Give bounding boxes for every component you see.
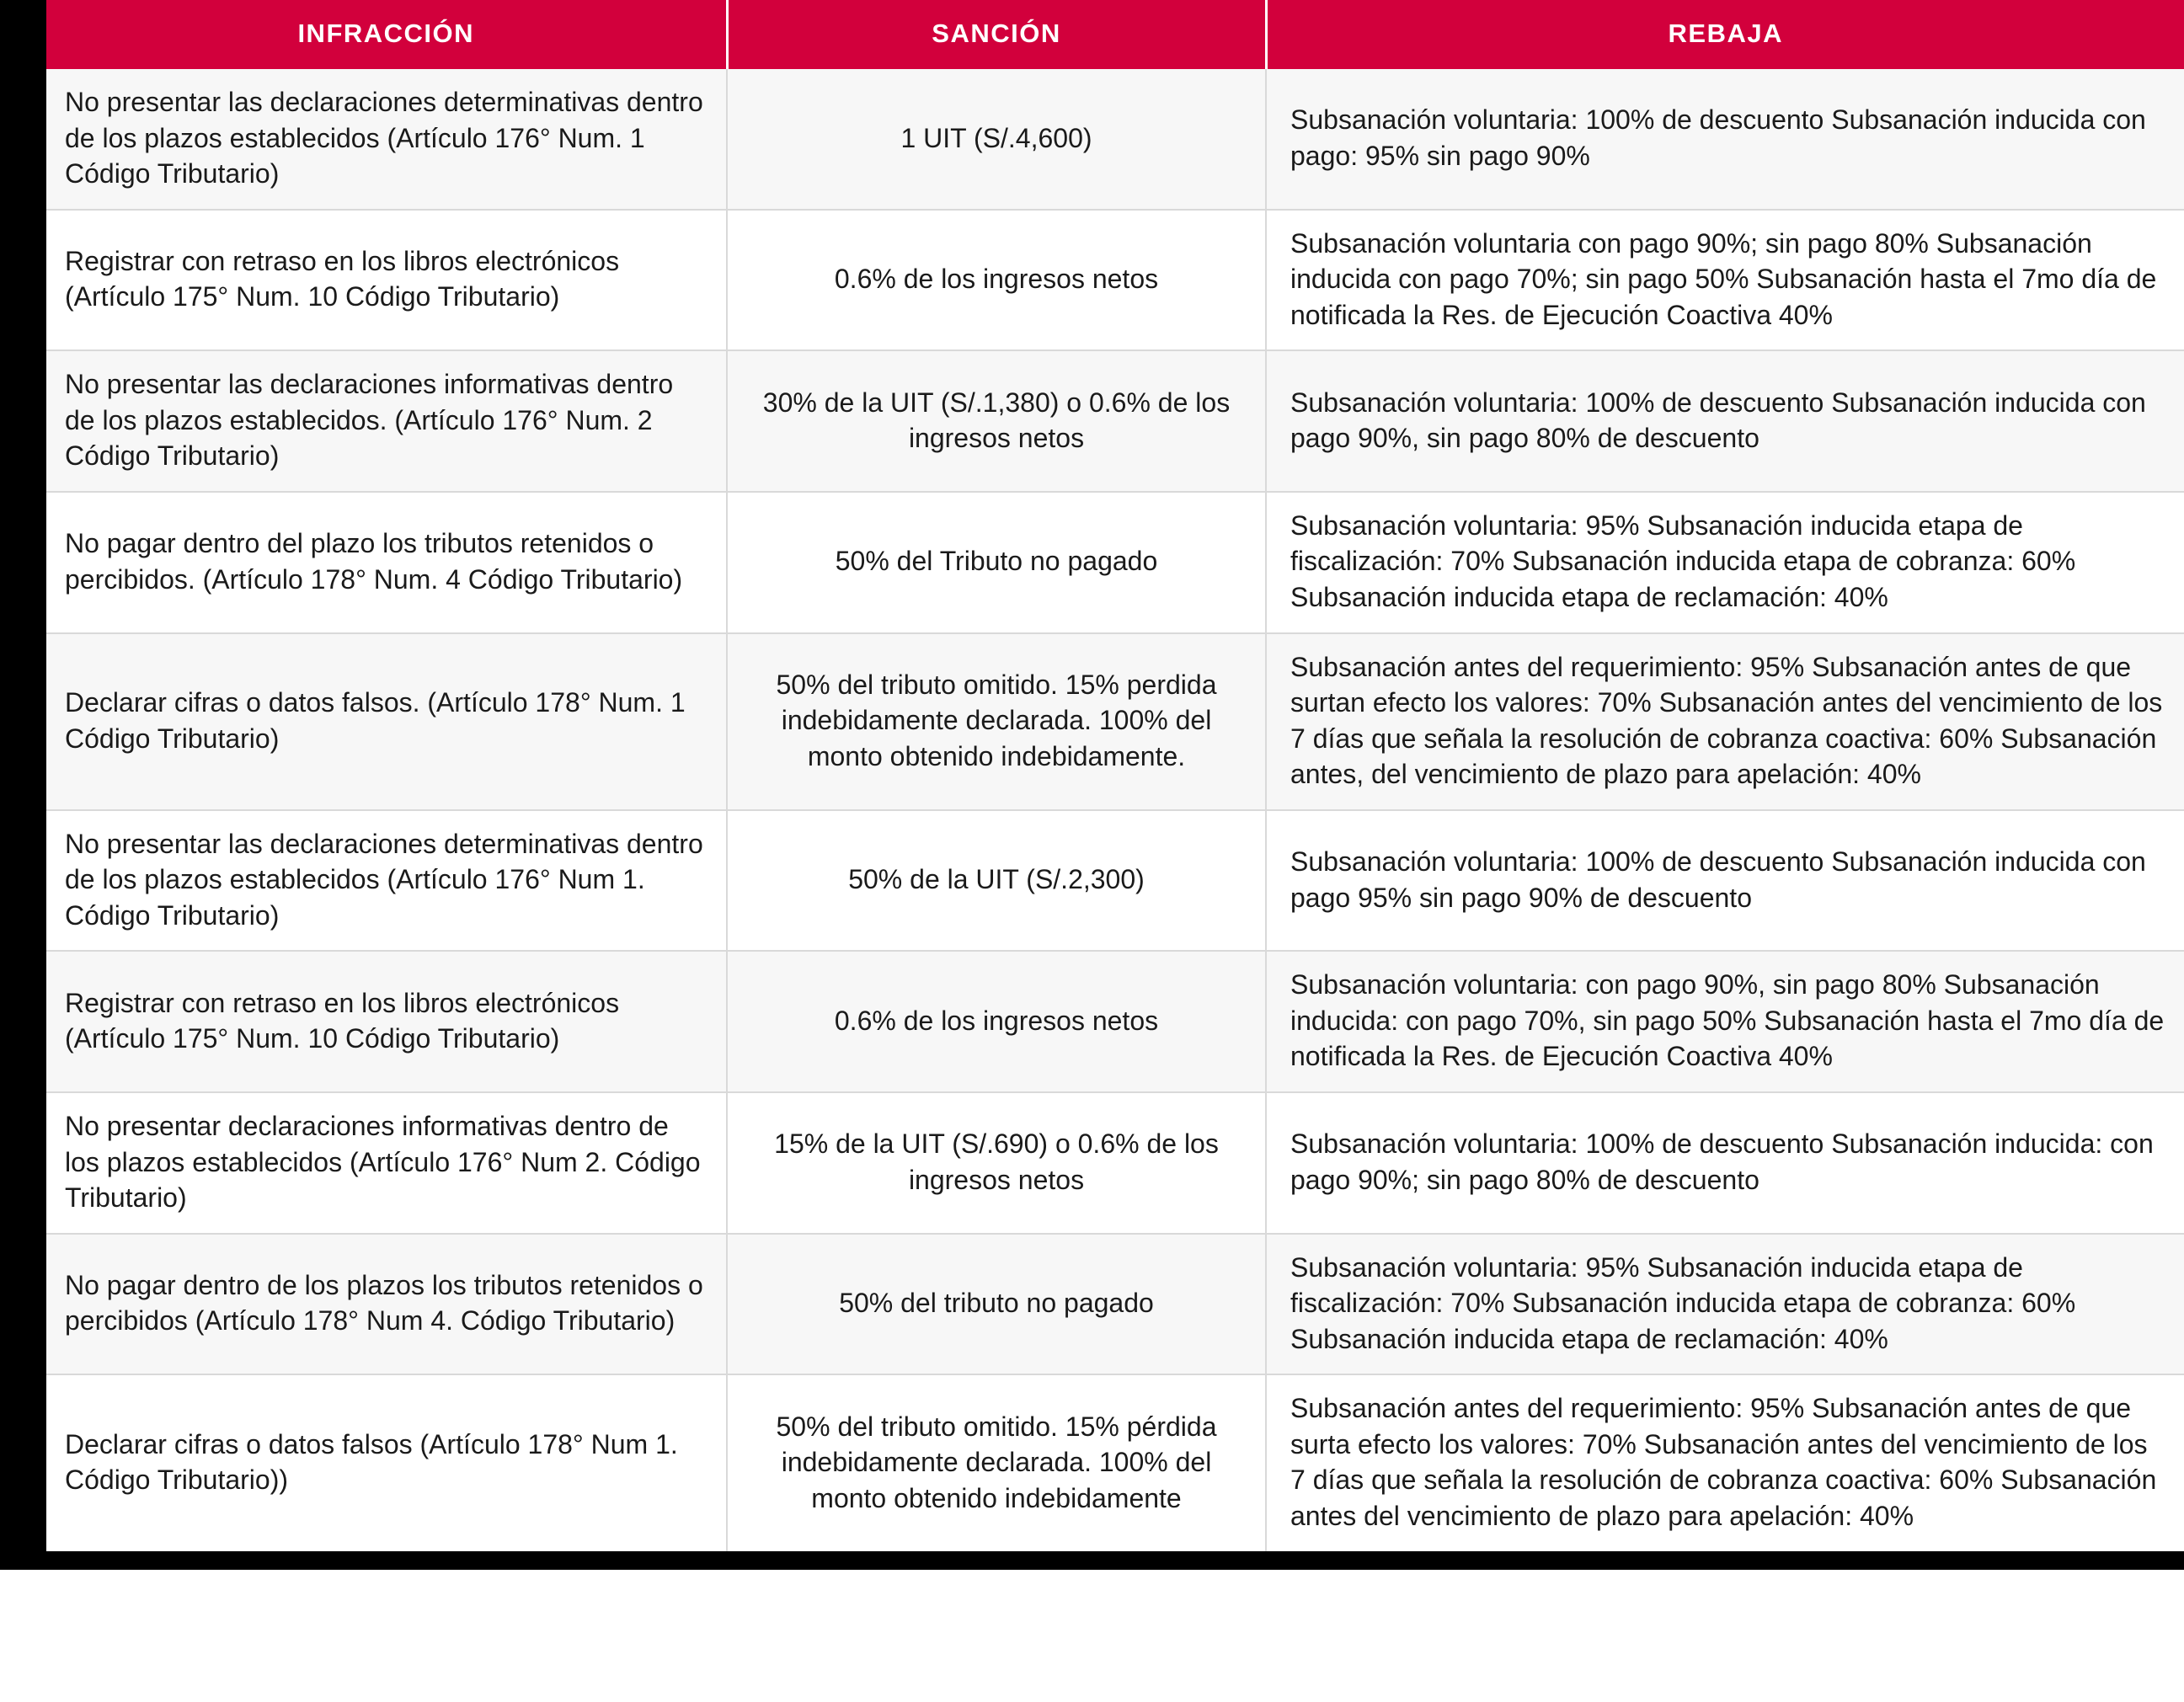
cell-sancion: 50% del tributo omitido. 15% perdida indebidamente declarada. 100% del monto obtenido indebidamente. — [727, 633, 1266, 810]
cell-rebaja: Subsanación voluntaria: 100% de descuento Subsanación inducida con pago 95% sin pago 90% de descuento — [1266, 810, 2184, 952]
bottom-black-bar — [0, 1551, 2184, 1570]
cell-rebaja: Subsanación voluntaria: 100% de descuento Subsanación inducida con pago: 95% sin pago 90% — [1266, 69, 2184, 210]
table-row — [46, 810, 2184, 952]
cell-infraccion: No pagar dentro de los plazos los tributos retenidos o percibidos (Artículo 178° Num 4. Código Tributario) — [46, 1234, 727, 1375]
table-header — [46, 0, 2184, 69]
table-body — [46, 69, 2184, 1551]
cell-infraccion: Declarar cifras o datos falsos (Artículo 178° Num 1. Código Tributario)) — [46, 1374, 727, 1550]
table-row — [46, 951, 2184, 1092]
cell-rebaja: Subsanación voluntaria: 95% Subsanación inducida etapa de fiscalización: 70% Subsanación inducida etapa de cobranza: 60% Subsanación inducida etapa de reclamación: 40% — [1266, 492, 2184, 633]
cell-sancion: 1 UIT (S/.4,600) — [727, 69, 1266, 210]
cell-infraccion: No presentar las declaraciones determinativas dentro de los plazos establecidos (Artículo 176° Num. 1 Código Tributario) — [46, 69, 727, 210]
left-black-bar — [0, 0, 46, 1551]
cell-sancion: 50% del tributo no pagado — [727, 1234, 1266, 1375]
cell-infraccion: No presentar las declaraciones informativas dentro de los plazos establecidos. (Artículo 176° Num. 2 Código Tributario) — [46, 350, 727, 492]
table-row — [46, 69, 2184, 210]
table-row — [46, 1234, 2184, 1375]
table-header-row — [46, 0, 2184, 69]
cell-rebaja: Subsanación voluntaria con pago 90%; sin pago 80% Subsanación inducida con pago 70%; sin pago 50% Subsanación hasta el 7mo día de notificada la Res. de Ejecución Coactiva 40% — [1266, 210, 2184, 351]
cell-rebaja: Subsanación voluntaria: 95% Subsanación inducida etapa de fiscalización: 70% Subsanación inducida etapa de cobranza: 60% Subsanación inducida etapa de reclamación: 40% — [1266, 1234, 2184, 1375]
cell-sancion: 50% del Tributo no pagado — [727, 492, 1266, 633]
cell-sancion: 30% de la UIT (S/.1,380) o 0.6% de los ingresos netos — [727, 350, 1266, 492]
table-row — [46, 1092, 2184, 1234]
table-row — [46, 350, 2184, 492]
cell-infraccion: Declarar cifras o datos falsos. (Artículo 178° Num. 1 Código Tributario) — [46, 633, 727, 810]
table-row — [46, 1374, 2184, 1550]
cell-rebaja: Subsanación voluntaria: 100% de descuento Subsanación inducida con pago 90%, sin pago 80% de descuento — [1266, 350, 2184, 492]
cell-rebaja: Subsanación voluntaria: con pago 90%, sin pago 80% Subsanación inducida: con pago 70%, sin pago 50% Subsanación hasta el 7mo día de notificada la Res. de Ejecución Coactiva 40% — [1266, 951, 2184, 1092]
cell-infraccion: No presentar las declaraciones determinativas dentro de los plazos establecidos (Artículo 176° Num 1. Código Tributario) — [46, 810, 727, 952]
cell-sancion: 15% de la UIT (S/.690) o 0.6% de los ingresos netos — [727, 1092, 1266, 1234]
cell-rebaja: Subsanación antes del requerimiento: 95% Subsanación antes de que surtan efecto los valores: 70% Subsanación antes del vencimiento de los 7 días que señala la resolución de cobranza coactiva: 60% Subsanación antes, del vencimiento de plazo para apelación: 40% — [1266, 633, 2184, 810]
cell-sancion: 50% de la UIT (S/.2,300) — [727, 810, 1266, 952]
table-row — [46, 210, 2184, 351]
cell-sancion: 50% del tributo omitido. 15% pérdida indebidamente declarada. 100% del monto obtenido indebidamente — [727, 1374, 1266, 1550]
table-row — [46, 492, 2184, 633]
cell-infraccion: No pagar dentro del plazo los tributos retenidos o percibidos. (Artículo 178° Num. 4 Código Tributario) — [46, 492, 727, 633]
column-header-sancion: SANCIÓN — [727, 0, 1266, 69]
cell-rebaja: Subsanación antes del requerimiento: 95% Subsanación antes de que surta efecto los valores: 70% Subsanación antes del vencimiento de los 7 días que señala la resolución de cobranza coactiva: 60% Subsanación antes del vencimiento de plazo para apelación: 40% — [1266, 1374, 2184, 1550]
column-header-infraccion: INFRACCIÓN — [46, 0, 727, 69]
cell-sancion: 0.6% de los ingresos netos — [727, 951, 1266, 1092]
cell-infraccion: Registrar con retraso en los libros electrónicos (Artículo 175° Num. 10 Código Tributario) — [46, 951, 727, 1092]
cell-infraccion: Registrar con retraso en los libros electrónicos (Artículo 175° Num. 10 Código Tributario) — [46, 210, 727, 351]
table-row — [46, 633, 2184, 810]
cell-infraccion: No presentar declaraciones informativas dentro de los plazos establecidos (Artículo 176° Num 2. Código Tributario) — [46, 1092, 727, 1234]
cell-rebaja: Subsanación voluntaria: 100% de descuento Subsanación inducida: con pago 90%; sin pago 80% de descuento — [1266, 1092, 2184, 1234]
column-header-rebaja: REBAJA — [1266, 0, 2184, 69]
infractions-table — [46, 0, 2184, 1551]
cell-sancion: 0.6% de los ingresos netos — [727, 210, 1266, 351]
